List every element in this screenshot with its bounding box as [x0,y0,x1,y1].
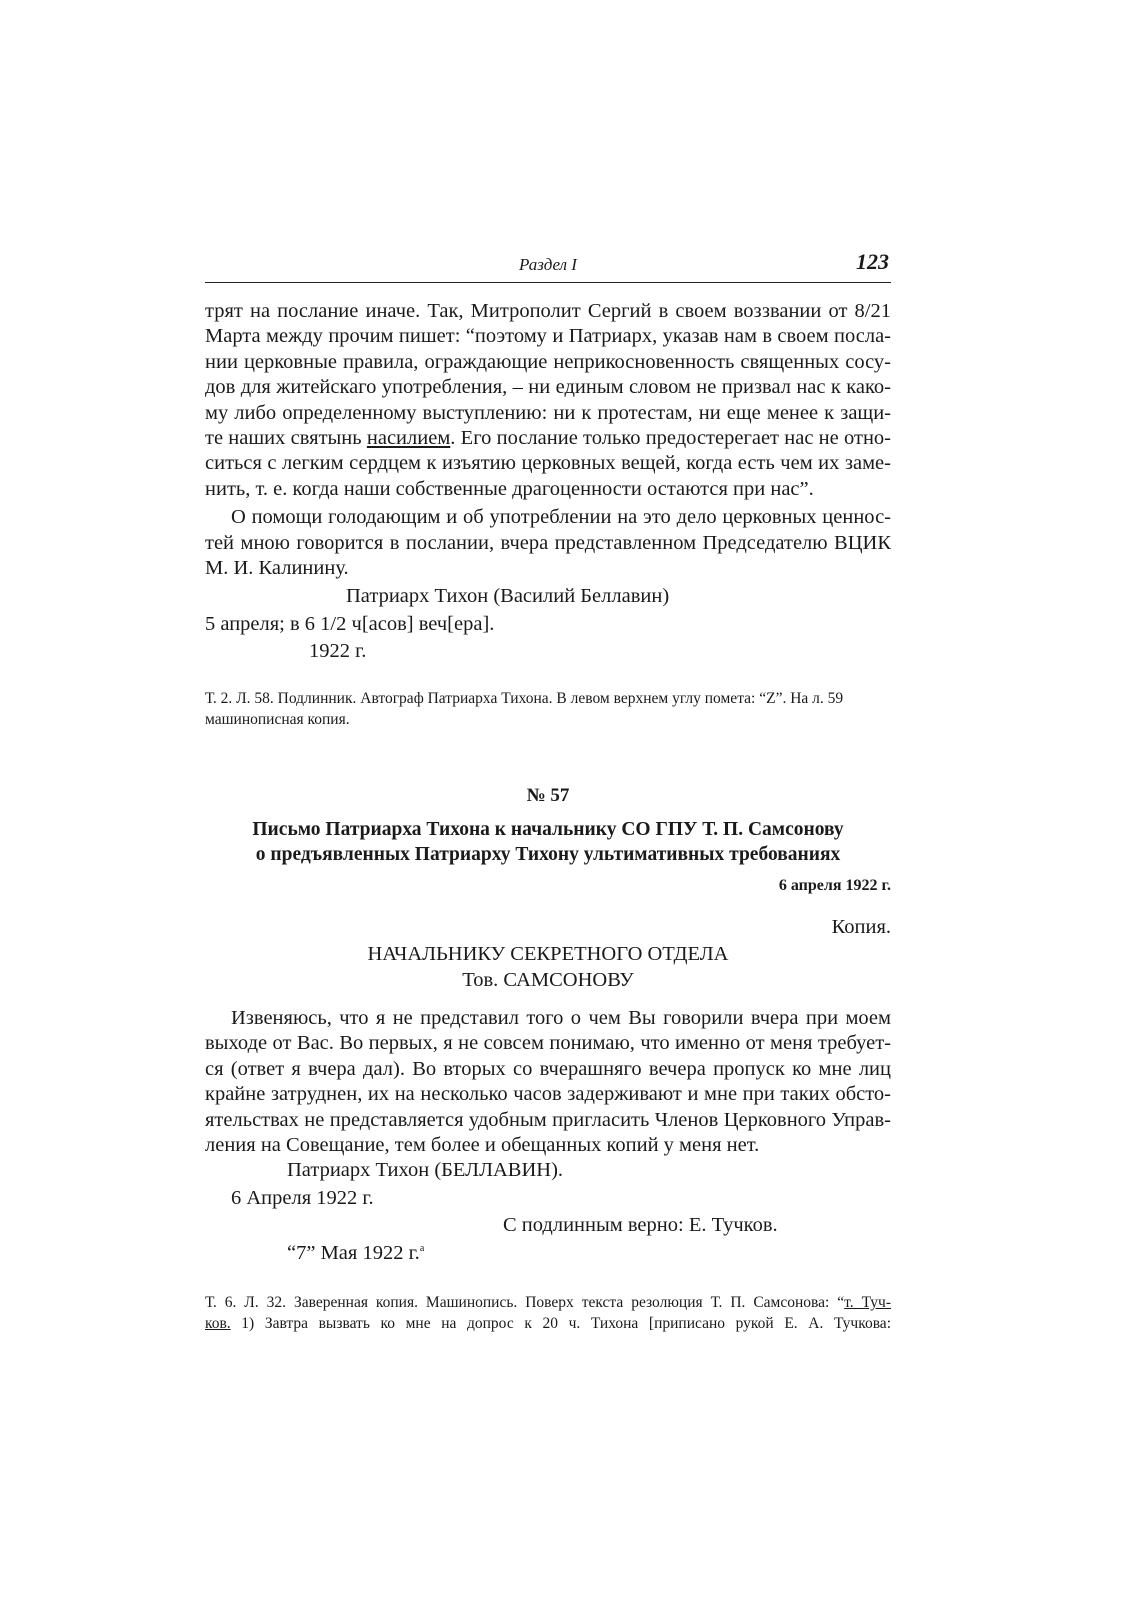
text-line: нить, т. е. когда наши собственные драгоценности остаются при нас”. [205,477,814,500]
text-line: О помощи голодающим и об употреблении на это дело церковных ценнос- [231,506,891,529]
footnote-line: машинописная копия. [205,710,350,728]
archival-note [205,688,891,730]
underlined-text: т. Туч- [844,1293,892,1311]
footnote-line: Т. 2. Л. 58. Подлинник. Автограф Патриарха Тихона. В левом верхнем углу помета: “Z”. На л. 59 [205,689,844,707]
letter-date: 5 апреля; в 6 1/2 ч[асов] веч[ера]. [205,612,495,635]
text-segment: 1) Завтра вызвать ко мне на допрос к 20 ч. Тихона [приписано рукой Е. А. Тучкова: [230,1314,891,1332]
underlined-text: ков. [205,1314,231,1332]
title-line: Письмо Патриарха Тихона к начальнику СО ГПУ Т. П. Самсонову [252,818,844,840]
text-line: Извеняюсь, что я не представил того о чем Вы говорили вчера при моем [231,1006,891,1029]
certification-date [205,1241,891,1266]
text-line: ятельствах не представляется удобным пригласить Членов Церковного Управ- [205,1108,891,1131]
document-date: 6 апреля 1922 г. [778,876,891,894]
addressee-title: НАЧАЛЬНИКУ СЕКРЕТНОГО ОТДЕЛА [367,943,729,966]
text-line: дов для житейскаго употребления, – ни единым словом не призвал нас к како- [205,376,891,399]
text-segment: те наших святынь [205,427,362,450]
text-line: му либо определенному выступлению: ни к протестам, ни еще менее к защи- [205,401,891,424]
text-line: трят на послание иначе. Так, Митрополит Сергий в своем воззвании от 8/21 [205,300,891,322]
copy-label: Копия. [831,915,891,938]
footnote-line [205,1292,891,1313]
text-line: Марта между прочим пишет: “поэтому и Патриарх, указав нам в своем посла- [205,325,891,348]
text-line: ления на Совещание, тем более и обещанных копий у меня нет. [205,1133,760,1156]
addressee-name: Тов. САМСОНОВУ [462,968,634,991]
signature-tikhon: Патриарх Тихон (Василий Беллавин) [346,585,670,608]
text-line: ситься с легким сердцем к изъятию церковных вещей, когда есть чем их заме- [205,452,891,475]
text-segment: Т. 6. Л. 32. Заверенная копия. Машинопись. Поверх текста резолюция Т. П. Самсонова: “ [205,1293,845,1311]
archival-note-57 [205,1292,891,1334]
note-marker: а [419,1242,425,1254]
paragraph-calls [205,505,891,581]
text-line: М. И. Калинину. [205,557,349,580]
text-line: выходе от Вас. Во первых, я не совсем понимаю, что именно от меня требует- [205,1032,891,1055]
text-line: нии церковные правила, ограждающие неприкосновенность священных сосу- [205,350,891,373]
text-segment: . Его послание только предостерегает нас не отно- [450,427,891,450]
signature-bellavin: Патриарх Тихон (БЕЛЛАВИН). [287,1159,564,1182]
letter-year: 1922 г. [309,640,367,663]
document-number: № 57 [526,784,570,806]
document-title [205,817,891,867]
underlined-word: насилием [366,427,451,450]
continuation-paragraph [205,299,891,502]
footnote-line [205,1313,891,1334]
letter-body [205,1006,891,1158]
text-line [205,426,891,451]
page [205,245,891,1334]
text-line: крайне затруднен, их на несколько часов задерживают и мне при таких обсто- [205,1083,891,1106]
text-line: ся (ответ я вчера дал). Во вторых со вчерашняго вечера пропуск ко мне лиц [205,1057,891,1080]
letter-date-line: 6 Апреля 1922 г. [231,1186,374,1209]
running-head [205,245,891,283]
title-line: о предъявленных Патриарху Тихону ультимативных требованиях [255,843,841,865]
text-line: тей мною говорится в послании, вчера представленном Председателю ВЦИК [205,531,891,554]
certification: С подлинным верно: Е. Тучков. [503,1214,778,1237]
certification-date-text: “7” Мая 1922 г. [287,1241,420,1264]
section-title: Раздел I [519,255,577,274]
page-number: 123 [856,249,889,274]
